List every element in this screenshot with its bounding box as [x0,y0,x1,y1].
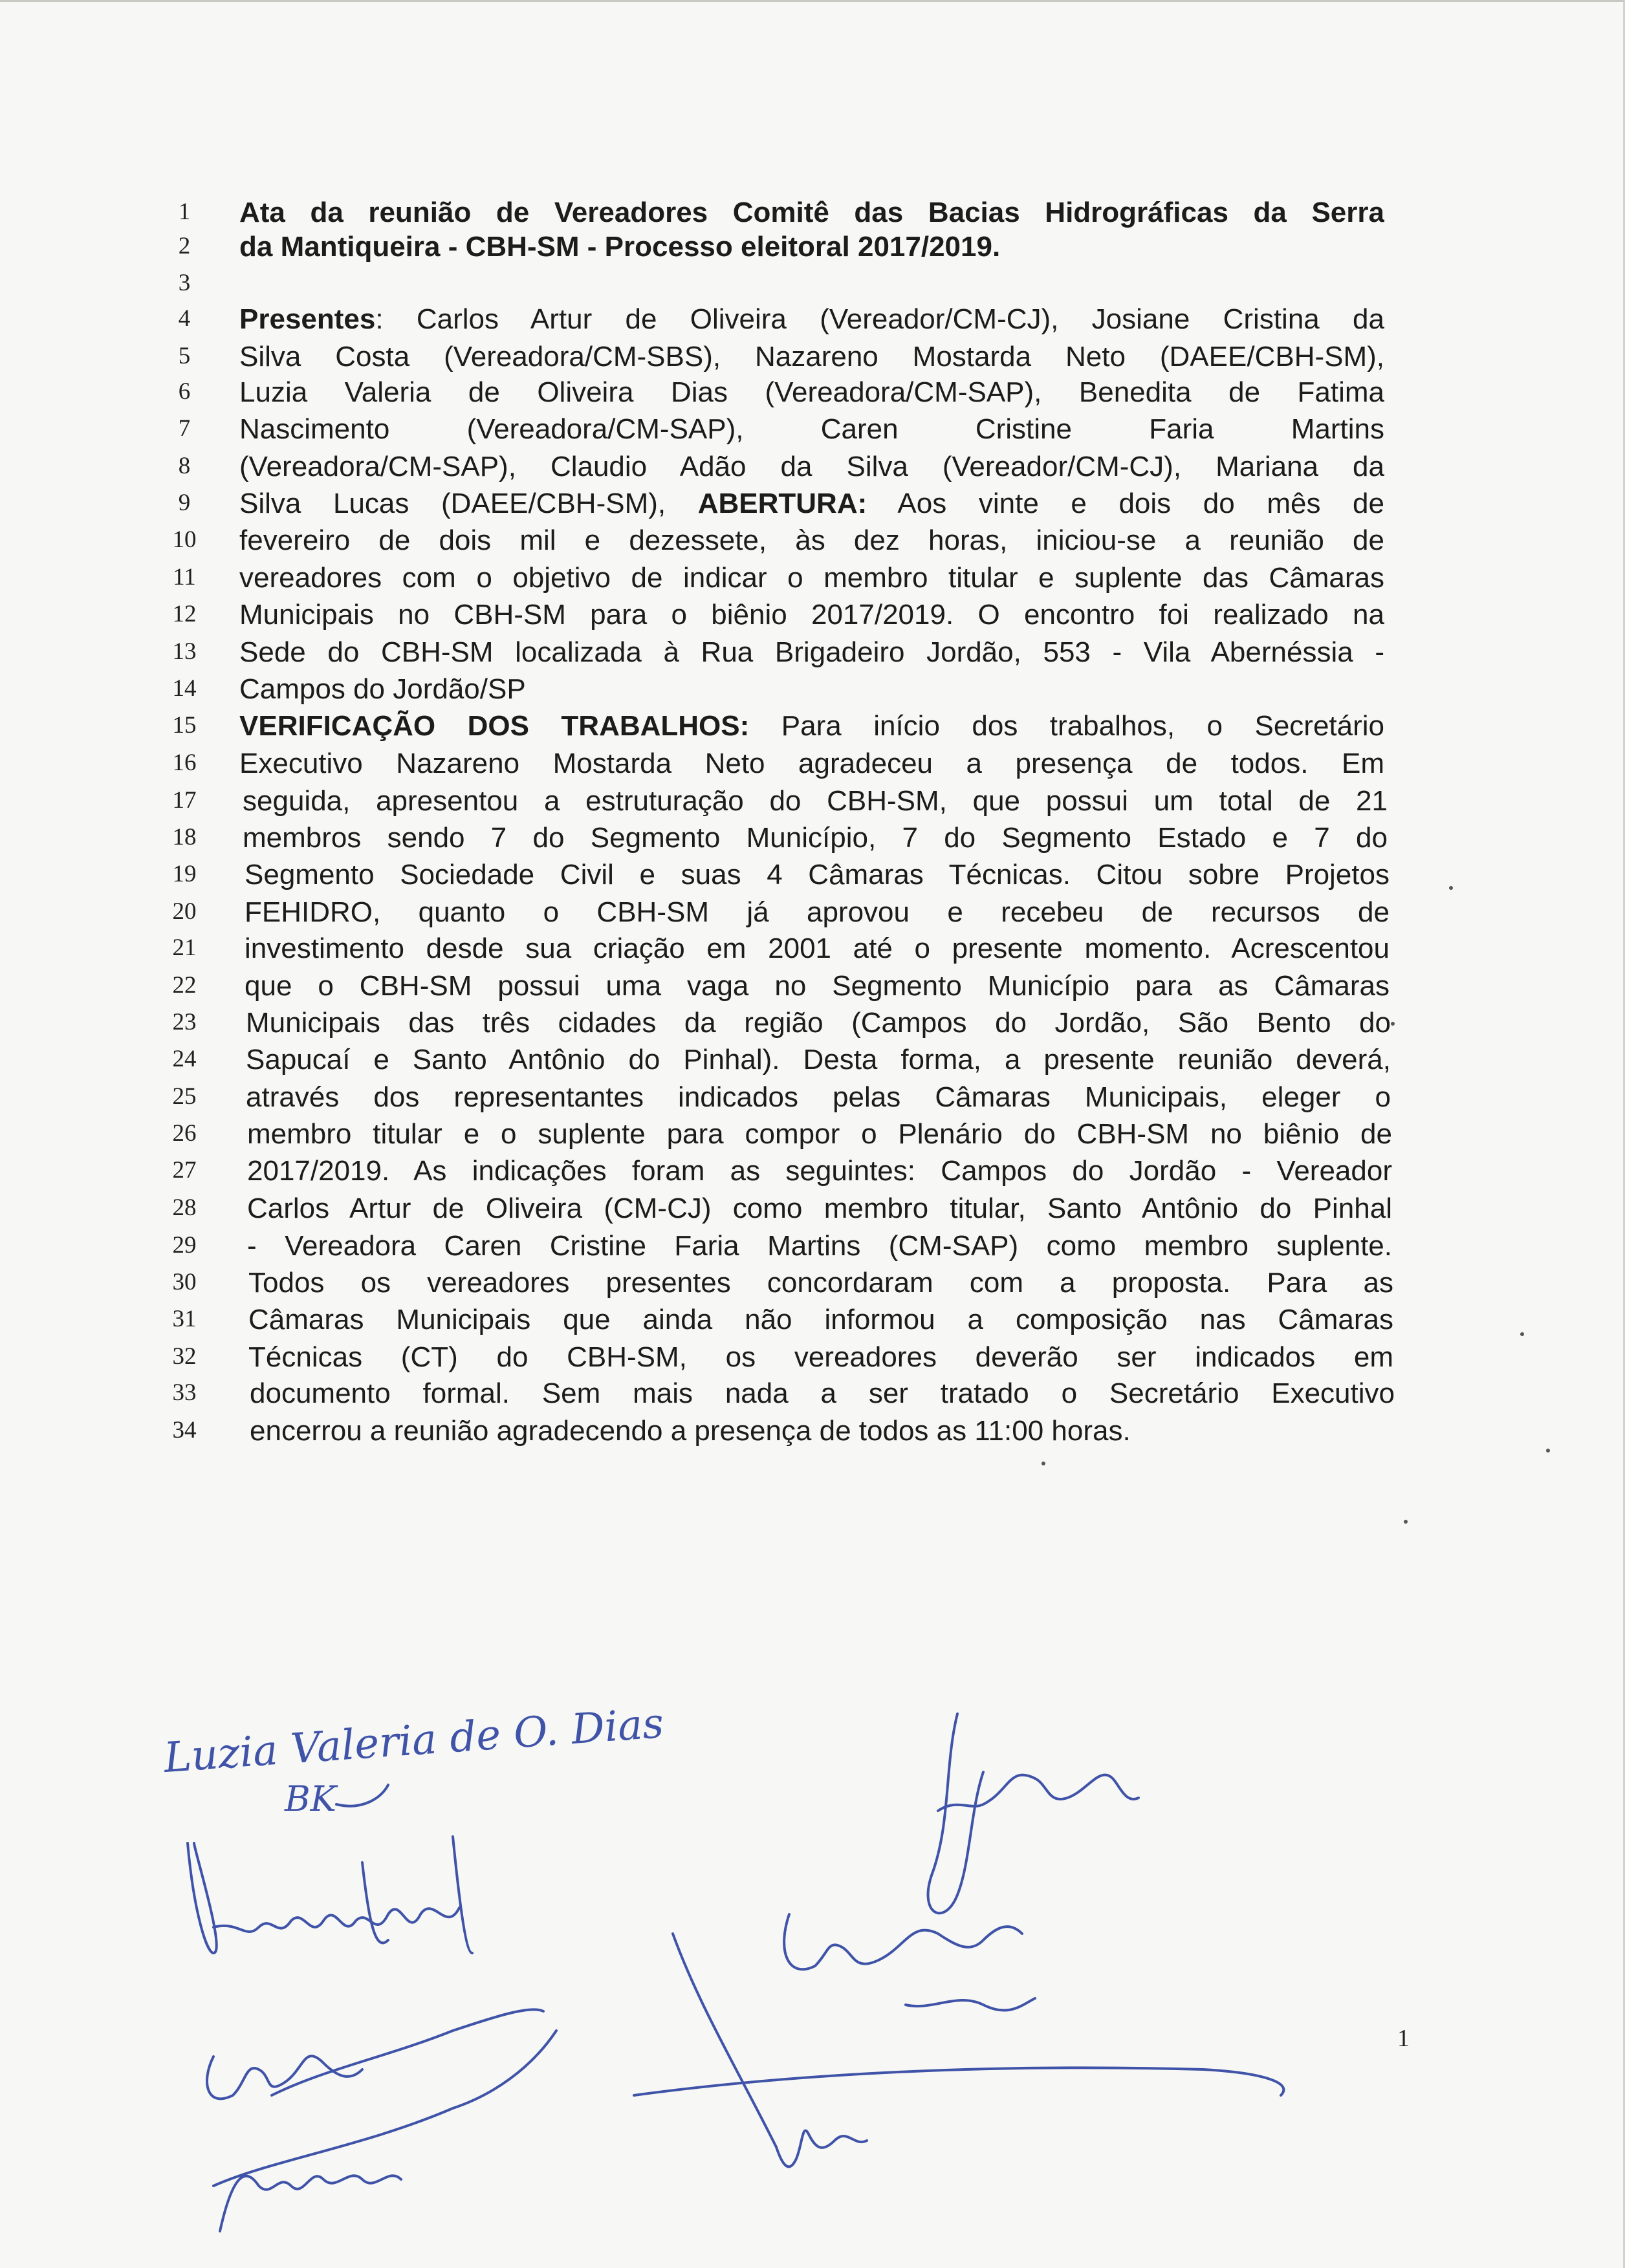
document-line [0,1041,1625,1079]
document-line [0,1412,1625,1450]
line-number: 34 [172,1417,197,1443]
line-number: 21 [172,934,197,961]
document-line [0,745,1625,783]
document-line [0,1227,1625,1265]
line-text [243,783,1388,820]
text-segment: Luzia Valeria de Oliveira Dias (Vereadora/CM-SAP), Benedita de Fatima [239,376,1384,408]
line-text [246,1079,1391,1116]
text-segment: - Vereadora Caren Cristine Faria Martins (CM-SAP) como membro suplente. [247,1230,1392,1262]
text-segment: Silva Lucas (DAEE/CBH-SM), [239,488,698,519]
line-number: 33 [172,1379,197,1406]
speck [1404,1520,1408,1524]
line-number: 2 [178,233,191,259]
line-number: 17 [172,787,197,814]
text-segment: documento formal. Sem mais nada a ser tratado o Secretário Executivo [250,1377,1395,1409]
line-text [239,448,1384,486]
text-segment: Nascimento (Vereadora/CM-SAP), Caren Cristine Faria Martins [239,413,1384,445]
line-number: 18 [172,824,197,850]
line-number: 1 [178,199,191,225]
text-segment: Segmento Sociedade Civil e suas 4 Câmaras Técnicas. Citou sobre Projetos [245,859,1390,891]
line-text [250,1412,1395,1450]
line-number: 25 [172,1083,197,1110]
speck [1391,1022,1395,1026]
line-text [243,819,1388,857]
line-number: 31 [172,1306,197,1332]
line-text [247,1116,1392,1153]
line-text [239,671,1384,708]
line-text [245,856,1390,894]
document-line [0,411,1625,448]
signature-3 [213,2031,556,2231]
line-number: 11 [173,564,196,590]
line-number: 12 [172,601,197,627]
document-line [0,1079,1625,1116]
document-line [0,338,1625,376]
handwritten-initials: BK [285,1778,337,1819]
line-text [245,894,1390,931]
document-line [0,448,1625,486]
line-text [239,485,1384,523]
bold-text: VERIFICAÇÃO DOS TRABALHOS: [239,710,750,742]
text-segment: Executivo Nazareno Mostarda Neto agradeceu a presença de todos. Em [239,748,1384,779]
document-line [0,194,1625,232]
line-text [239,522,1384,559]
line-text [245,930,1390,967]
line-text [239,559,1384,597]
bold-text: Presentes [239,303,376,335]
line-text [239,634,1384,671]
handwritten-name: Luzia Valeria de O. Dias [162,1700,666,1782]
line-text [239,194,1384,232]
line-text [248,1264,1393,1302]
text-segment: encerrou a reunião agradecendo a presença de todos as 11:00 horas. [250,1415,1131,1447]
document-line [0,1004,1625,1042]
line-number: 19 [172,861,197,887]
line-text [239,411,1384,448]
document-line [0,485,1625,523]
signature-1 [188,1837,472,1953]
document-line [0,967,1625,1005]
line-text [239,745,1384,783]
text-segment: Carlos Artur de Oliveira (CM-CJ) como membro titular, Santo Antônio do Pinhal [247,1193,1392,1224]
signature-2 [207,2009,543,2099]
text-segment: membro titular e o suplente para compor o Plenário do CBH-SM no biênio de [247,1118,1392,1150]
text-segment: : Carlos Artur de Oliveira (Vereador/CM-CJ), Josiane Cristina da [375,303,1384,335]
line-number: 4 [178,305,191,332]
signature-area [0,1617,1625,2263]
line-number: 14 [172,675,197,702]
text-segment: Técnicas (CT) do CBH-SM, os vereadores deverão ser indicados em [248,1341,1393,1373]
document-line [0,1264,1625,1302]
line-number: 8 [178,453,191,479]
line-text [239,338,1384,376]
document-line [0,1339,1625,1376]
text-segment: Sede do CBH-SM localizada à Rua Brigadeiro Jordão, 553 - Vila Abernéssia - [239,636,1384,668]
line-number: 24 [172,1046,197,1072]
line-number: 16 [172,750,197,776]
line-number: 6 [178,378,191,405]
line-number: 20 [172,898,197,925]
line-text [239,707,1384,745]
document-line [0,1116,1625,1153]
document-line [0,930,1625,967]
document-line [0,374,1625,411]
line-number: 15 [172,712,197,739]
line-number: 13 [172,638,197,665]
document-line [0,1301,1625,1339]
line-number: 9 [178,490,191,516]
text-segment: Aos vinte e dois do mês de [867,488,1384,519]
line-number: 22 [172,972,197,999]
line-number: 30 [172,1269,197,1295]
text-segment: Câmaras Municipais que ainda não informou a composição nas Câmaras [248,1304,1393,1335]
document-line [0,522,1625,559]
text-segment: investimento desde sua criação em 2001 até o presente momento. Acrescentou [245,933,1390,964]
document-line [0,596,1625,634]
document-line [0,559,1625,597]
document-line [0,1190,1625,1227]
document-line [0,856,1625,894]
text-segment: Campos do Jordão/SP [239,673,526,705]
document-line [0,228,1625,266]
line-number: 29 [172,1232,197,1258]
document-line [0,634,1625,671]
text-segment: membros sendo 7 do Segmento Município, 7 do Segmento Estado e 7 do [243,822,1388,854]
text-segment: Municipais no CBH-SM para o biênio 2017/2019. O encontro foi realizado na [239,599,1384,631]
line-text [247,1152,1392,1190]
bold-text: Ata da reunião de Vereadores Comitê das Bacias Hidrográficas da Serra [239,197,1384,228]
line-number: 28 [172,1194,197,1221]
text-segment: vereadores com o objetivo de indicar o membro titular e suplente das Câmaras [239,562,1384,594]
signature-6 [634,1934,1283,2166]
line-text [239,374,1384,411]
line-number: 26 [172,1120,197,1147]
document-line [0,1375,1625,1412]
bold-text: da Mantiqueira - CBH-SM - Processo eleitoral 2017/2019. [239,231,1001,263]
document-line [0,1152,1625,1190]
line-text [245,967,1390,1005]
line-text [248,1301,1393,1339]
page-number: 1 [1397,2025,1410,2052]
line-number: 23 [172,1009,197,1035]
text-segment: Silva Costa (Vereadora/CM-SBS), Nazareno Mostarda Neto (DAEE/CBH-SM), [239,341,1384,373]
document-line [0,671,1625,708]
signature-5 [784,1914,1035,2011]
line-text [247,1227,1392,1265]
speck [1042,1462,1045,1465]
text-segment: fevereiro de dois mil e dezessete, às dez horas, iniciou-se a reunião de [239,524,1384,556]
text-segment: Municipais das três cidades da região (Campos do Jordão, São Bento do [246,1007,1391,1039]
line-number: 27 [172,1157,197,1183]
line-number: 3 [178,270,191,296]
signature-4 [928,1714,1139,1913]
line-number: 7 [178,415,191,442]
text-segment: através dos representantes indicados pelas Câmaras Municipais, eleger o [246,1081,1391,1113]
line-text [250,1375,1395,1412]
line-text [246,1041,1391,1079]
text-segment: que o CBH-SM possui uma vaga no Segmento Município para as Câmaras [245,970,1390,1002]
text-segment: FEHIDRO, quanto o CBH-SM já aprovou e recebeu de recursos de [245,896,1390,928]
text-segment: Todos os vereadores presentes concordaram com a proposta. Para as [248,1267,1393,1299]
line-text [239,301,1384,338]
line-number: 32 [172,1343,197,1370]
text-segment: 2017/2019. As indicações foram as seguintes: Campos do Jordão - Vereador [247,1155,1392,1187]
line-number: 5 [178,343,191,369]
document-line [0,783,1625,820]
line-text [246,1004,1391,1042]
text-segment: Sapucaí e Santo Antônio do Pinhal). Desta forma, a presente reunião deverá, [246,1044,1391,1075]
bold-text: ABERTURA: [697,488,867,519]
document-line [0,894,1625,931]
speck [1449,886,1453,890]
document-line [0,819,1625,857]
line-text [247,1190,1392,1227]
signatures-drawing [0,1617,1625,2263]
speck [1546,1449,1550,1453]
line-text [248,1339,1393,1376]
document-line [0,707,1625,745]
line-text [239,596,1384,634]
text-segment: (Vereadora/CM-SAP), Claudio Adão da Silva (Vereador/CM-CJ), Mariana da [239,451,1384,482]
text-segment: seguida, apresentou a estruturação do CBH-SM, que possui um total de 21 [243,785,1388,817]
document-line [0,265,1625,303]
text-segment: Para início dos trabalhos, o Secretário [749,710,1384,742]
document-line [0,301,1625,338]
speck [1520,1332,1524,1336]
line-text [239,228,1384,266]
signature-stroke [336,1785,388,1806]
line-number: 10 [172,526,197,553]
